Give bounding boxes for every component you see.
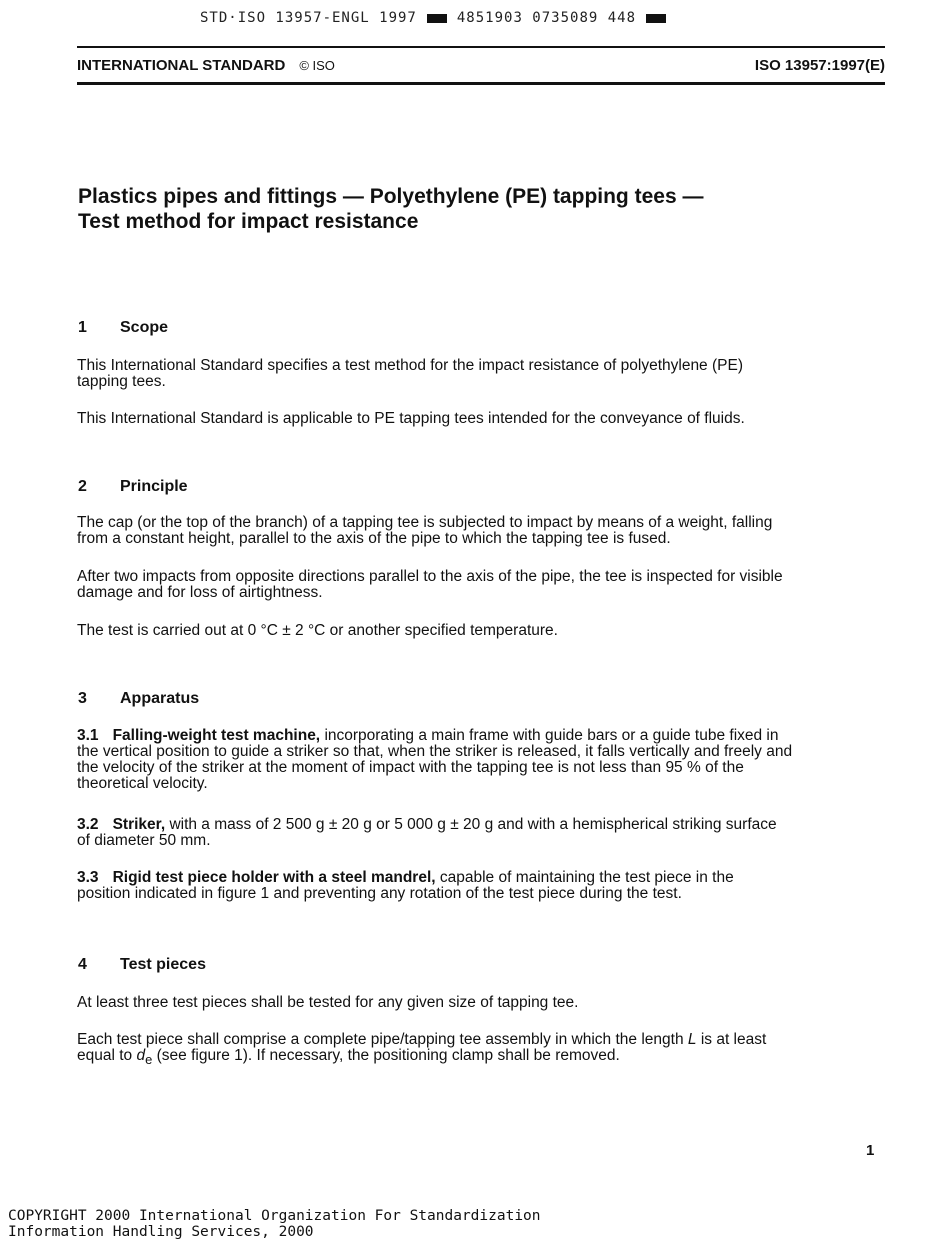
clause-number: 3.3 — [77, 869, 99, 886]
clause-number: 3.1 — [77, 727, 99, 744]
header-standard-number: ISO 13957:1997(E) — [754, 56, 885, 74]
header-standard-label: INTERNATIONAL STANDARD — [77, 56, 286, 74]
clause-term: Falling-weight test machine, — [112, 727, 321, 744]
footer-line-2: Information Handling Services, 2000 — [8, 1224, 314, 1240]
principle-paragraph-3: The test is carried out at 0 °C ± 2 °C or another specified temperature. — [77, 622, 558, 639]
document-title — [78, 184, 878, 234]
variable-L: L — [687, 1031, 697, 1048]
section-number: 3 — [78, 690, 87, 707]
section-number: 4 — [78, 956, 87, 973]
clause-term: Striker, — [112, 816, 166, 833]
title-line-1: Plastics pipes and fittings — Polyethylene (PE) tapping tees — — [78, 185, 704, 208]
footer-line-1: COPYRIGHT 2000 International Organization For Standardization — [8, 1208, 541, 1224]
section-heading-scope — [78, 319, 168, 337]
clause-number: 3.2 — [77, 816, 99, 833]
section-number: 2 — [78, 478, 87, 495]
variable-d-subscript: e — [145, 1052, 153, 1068]
test-pieces-paragraph-2: Each test piece shall comprise a complete pipe/tapping tee assembly in which the length L is at least equal to $d_e$ (see figure 1). If necessary, the positioning clamp shall be removed. — [77, 1031, 767, 1068]
scope-paragraph-2: This International Standard is applicable to PE tapping tees intended for the conveyance of fluids. — [77, 410, 745, 427]
barcode-block — [427, 14, 447, 23]
apparatus-item-3-3: 3.3 Rigid test piece holder with a steel mandrel, capable of maintaining the test piece in the position indicated in figure 1 and preventing any rotation of the test piece during the test. — [77, 869, 734, 902]
header-top-rule — [77, 46, 885, 48]
page-header — [77, 46, 885, 85]
section-number: 1 — [78, 319, 87, 336]
title-line-2: Test method for impact resistance — [78, 210, 419, 233]
barcode-block — [646, 14, 666, 23]
document-control-code — [200, 10, 666, 26]
principle-paragraph-1: The cap (or the top of the branch) of a tapping tee is subjected to impact by means of a weight, falling from a constant height, parallel to the axis of the pipe to which the tapping tee is fused. — [77, 514, 773, 547]
section-title: Principle — [120, 478, 188, 495]
section-heading-test-pieces — [78, 956, 206, 974]
copyright-footer — [8, 1208, 541, 1240]
section-title: Apparatus — [120, 690, 200, 707]
section-title: Test pieces — [120, 956, 206, 973]
control-code-number: 4851903 0735089 448 — [456, 10, 637, 26]
principle-paragraph-2: After two impacts from opposite directions parallel to the axis of the pipe, the tee is inspected for visible damage and for loss of airtightness. — [77, 568, 783, 601]
control-code-text: STD·ISO 13957-ENGL 1997 — [200, 10, 417, 26]
section-title: Scope — [120, 319, 169, 336]
test-pieces-paragraph-1: At least three test pieces shall be tested for any given size of tapping tee. — [77, 994, 579, 1011]
apparatus-item-3-2: 3.2 Striker, with a mass of 2 500 g ± 20 g or 5 000 g ± 20 g and with a hemispherical striking surface of diameter 50 mm. — [77, 816, 777, 849]
scope-paragraph-1: This International Standard specifies a test method for the impact resistance of polyethylene (PE) tapping tees. — [77, 357, 743, 390]
page-number: 1 — [866, 1142, 875, 1159]
header-bottom-rule — [77, 82, 885, 85]
variable-d: d — [136, 1047, 146, 1064]
section-heading-principle — [78, 478, 188, 496]
header-copyright: © ISO — [299, 57, 335, 73]
apparatus-item-3-1: 3.1 Falling-weight test machine, incorporating a main frame with guide bars or a guide tube fixed in the vertical position to guide a striker so that, when the striker is released, it falls vertically and freely and the velocity of the striker at the moment of impact with the tapping tee is not less than 95 % of the theoretical velocity. — [77, 727, 793, 792]
clause-term: Rigid test piece holder with a steel mandrel, — [112, 869, 436, 886]
section-heading-apparatus — [78, 690, 199, 708]
